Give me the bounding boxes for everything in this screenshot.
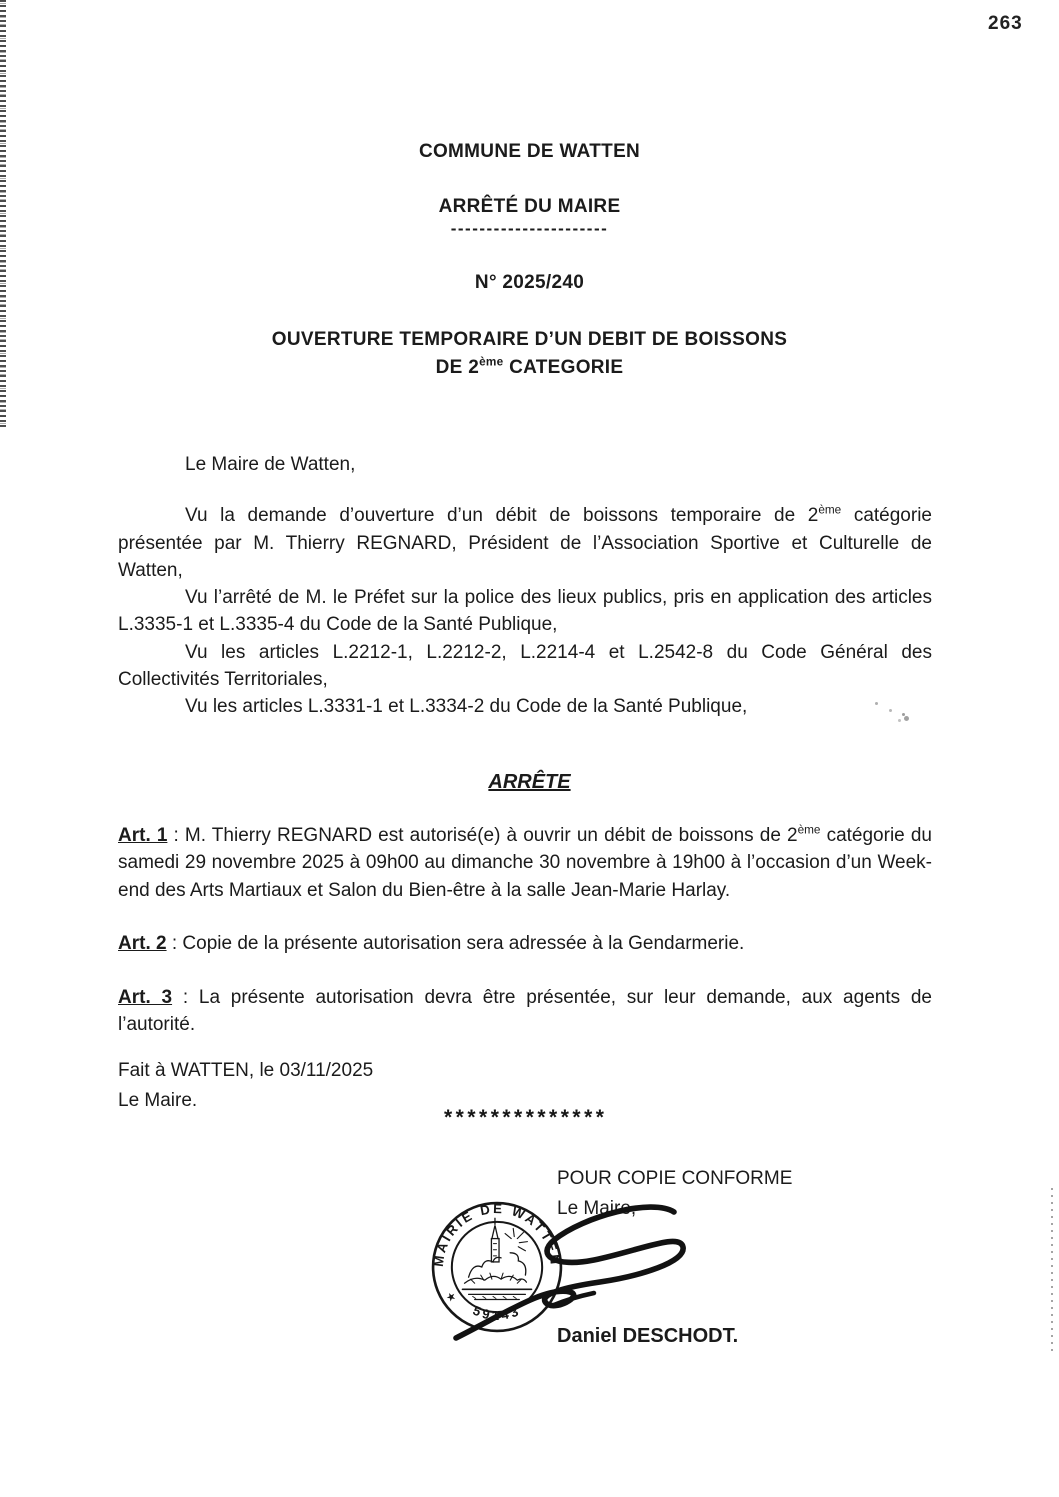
recital-1: Vu la demande d’ouverture d’un débit de boissons temporaire de 2ème catégorie présentée par M. Thierry REGNARD, Président de l’Association Sportive et Culturelle de Watten, — [118, 503, 932, 581]
copy-conforme-label: POUR COPIE CONFORME — [557, 1168, 793, 1189]
scan-artifact-right-dots — [1051, 1188, 1053, 1356]
subject-line1: OUVERTURE TEMPORAIRE D’UN DEBIT DE BOISSONS — [271, 329, 788, 350]
asterisk-separator: ************** — [444, 1106, 608, 1129]
stamp-star-right: ★ — [535, 1289, 550, 1306]
recitals-section — [118, 451, 932, 721]
article-1: Art. 1 : M. Thierry REGNARD est autorisé(e) à ouvrir un débit de boissons de 2ème catégorie du samedi 29 novembre 2025 à 09h00 au dimanche 30 novembre à 19h00 à l’occasion d’un Week-end des Arts Martiaux et Salon du Bien-être à la salle Jean-Marie Harlay. — [118, 823, 932, 901]
stamp-postal-code: 59143 — [470, 1302, 524, 1323]
recital-4: Vu les articles L.3331-1 et L.3334-2 du Code de la Santé Publique, — [185, 696, 748, 718]
article-3: Art. 3 : La présente autorisation devra être présentée, sur leur demande, aux agents de l’autorité. — [118, 987, 932, 1036]
stamp-star-left: ★ — [444, 1289, 459, 1306]
signatory-name: Daniel DESCHODT. — [557, 1325, 739, 1347]
commune-heading: COMMUNE DE WATTEN — [418, 141, 641, 162]
decree-number: N° 2025/240 — [474, 272, 585, 293]
article-2: Art. 2 : Copie de la présente autorisation sera adressée à la Gendarmerie. — [118, 932, 745, 954]
decree-subject — [0, 326, 1059, 382]
certification-signatory: Le Maire, — [557, 1198, 637, 1219]
place-date-block — [118, 1056, 373, 1115]
stamp-ring-text: MAIRIE DE WATTEN — [430, 1201, 564, 1268]
article-3-label: Art. 3 — [118, 987, 173, 1009]
recital-2: Vu l’arrêté de M. le Préfet sur la police des lieux publics, pris en application des articles L.3335-1 et L.3335-4 du Code de la Santé Publique, — [118, 587, 932, 636]
recital-3: Vu les articles L.2212-1, L.2212-2, L.2214-4 et L.2542-8 du Code Général des Collectivités Territoriales, — [118, 641, 932, 691]
subject-line2: DE 2ème CATEGORIE — [435, 355, 624, 378]
articles-section — [118, 822, 932, 1039]
decree-title: ARRÊTÉ DU MAIRE — [438, 196, 621, 217]
place-date: Fait à WATTEN, le 03/11/2025 — [118, 1060, 374, 1081]
page-number: 263 — [988, 13, 1023, 34]
article-2-label: Art. 2 — [118, 932, 167, 954]
decree-heading: ARRÊTE — [488, 771, 571, 793]
salutation: Le Maire de Watten, — [185, 454, 356, 475]
article-1-label: Art. 1 — [118, 825, 168, 846]
signatory-title: Le Maire. — [118, 1089, 198, 1111]
separator-dashes: ---------------------- — [450, 219, 609, 238]
